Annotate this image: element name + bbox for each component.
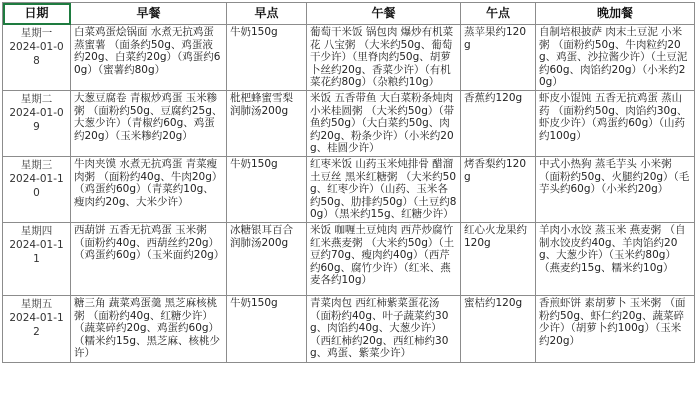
table-row: [3, 295, 695, 362]
lunch-cell[interactable]: 葡萄干米饭 锅包肉 爆炒有机菜花 八宝粥 （大米约50g、葡萄干少许）（里脊肉约50g、胡萝卜丝约20g、香菜少许）（有机菜花约80g）（杂粮约10g）: [307, 25, 461, 91]
date-label: 2024-01-08: [9, 41, 64, 67]
header-date[interactable]: 日期: [3, 3, 71, 25]
date-label: 2024-01-11: [9, 238, 64, 265]
dinner-cell[interactable]: 羊肉小水饺 蒸玉米 燕麦粥 （自制水饺皮约40g、羊肉馅约20g、大葱少许）（玉米约80g）（燕麦约15g、糯米约10g）: [536, 222, 695, 295]
morning-snack-cell[interactable]: 枇杷蜂蜜雪梨润肺汤200g: [227, 90, 307, 156]
lunch-cell[interactable]: 米饭 五香带鱼 大白菜粉条炖肉 小米桂圆粥 （大米约50g）（带鱼约50g）（大白菜约50g、肉约20g、粉条少许）（小米约20g、桂圆少许）: [307, 90, 461, 156]
morning-snack-cell[interactable]: 牛奶150g: [227, 25, 307, 91]
weekly-menu-table: [2, 2, 695, 363]
weekday-label: 星期一: [20, 27, 53, 39]
morning-snack-cell[interactable]: 冰糖银耳百合润肺汤200g: [227, 222, 307, 295]
lunch-cell[interactable]: 青菜肉包 西红柿紫菜蛋花汤 （面粉约40g、叶子蔬菜约30g、肉馅约40g、大葱少许）（西红柿约20g、西红柿约30g、鸡蛋、紫菜少许）: [307, 295, 461, 362]
breakfast-cell[interactable]: 西葫饼 五香无抗鸡蛋 玉米粥 （面粉约40g、西葫丝约20g）（鸡蛋约60g）（玉米面约20g）: [71, 222, 227, 295]
afternoon-snack-cell[interactable]: 蒸苹果约120g: [461, 25, 536, 91]
date-label: 2024-01-10: [9, 172, 64, 199]
lunch-cell[interactable]: 红枣米饭 山药玉米炖排骨 醋溜土豆丝 黑米红糖粥 （大米约50g、红枣少许）（山药、玉米各约50g、肋排约50g）（土豆约80g）（黑米约15g、红糖少许）: [307, 156, 461, 222]
header-breakfast[interactable]: 早餐: [71, 3, 227, 25]
dinner-cell[interactable]: 中式小热狗 蒸毛芋头 小米粥 （面粉约50g、火腿约20g）（毛芋头约60g）（小米约20g）: [536, 156, 695, 222]
morning-snack-cell[interactable]: 牛奶150g: [227, 156, 307, 222]
dinner-cell[interactable]: 香煎虾饼 素胡萝卜 玉米粥 （面粉约50g、虾仁约20g、蔬菜碎少许）（胡萝卜约100g）（玉米约20g）: [536, 295, 695, 362]
dinner-cell[interactable]: 自制培根披萨 肉末土豆泥 小米粥 （面粉约50g、牛肉粒约20g、鸡蛋、沙拉酱少许）（土豆泥约60g、肉馅约20g）（小米约20g）: [536, 25, 695, 91]
table-row: [3, 222, 695, 295]
dinner-cell[interactable]: 虾皮小馄饨 五香无抗鸡蛋 蒸山药 （面粉约50g、肉馅约30g、虾皮少许）（鸡蛋约60g）（山药约100g）: [536, 90, 695, 156]
weekday-label: 星期四: [20, 224, 53, 237]
afternoon-snack-cell[interactable]: 红心火龙果约120g: [461, 222, 536, 295]
header-afternoon-snack[interactable]: 午点: [461, 3, 536, 25]
header-lunch[interactable]: 午餐: [307, 3, 461, 25]
date-cell[interactable]: [3, 90, 71, 156]
header-row: [3, 3, 695, 25]
breakfast-cell[interactable]: 大葱豆腐卷 青椒炒鸡蛋 玉米糁粥 （面粉约50g、豆腐约25g、大葱少许）（青椒约60g、鸡蛋约20g）（玉米糁约20g）: [71, 90, 227, 156]
table-row: [3, 90, 695, 156]
table-row: [3, 25, 695, 91]
afternoon-snack-cell[interactable]: 烤香梨约120g: [461, 156, 536, 222]
date-cell[interactable]: [3, 295, 71, 362]
breakfast-cell[interactable]: 白菜鸡蛋烩锅面 水煮无抗鸡蛋 蒸蜜薯 （面条约50g、鸡蛋液约20g、白菜约20g）（鸡蛋约60g）（蜜薯约80g）: [71, 25, 227, 91]
weekday-label: 星期五: [20, 297, 53, 310]
afternoon-snack-cell[interactable]: 香蕉约120g: [461, 90, 536, 156]
date-cell[interactable]: [3, 222, 71, 295]
date-cell[interactable]: [3, 156, 71, 222]
lunch-cell[interactable]: 米饭 咖喱土豆炖肉 西芹炒腐竹 红米燕麦粥 （大米约50g）（土豆约70g、瘦肉约40g）（西芹约60g、腐竹少许）（红米、燕麦各约10g）: [307, 222, 461, 295]
date-label: 2024-01-12: [9, 311, 64, 338]
date-cell[interactable]: [3, 25, 71, 91]
breakfast-cell[interactable]: 糖三角 蔬菜鸡蛋羹 黑芝麻核桃粥 （面粉约40g、红糖少许）（蔬菜碎约20g、鸡蛋约60g）（糯米约15g、黑芝麻、核桃少许）: [71, 295, 227, 362]
afternoon-snack-cell[interactable]: 蜜桔约120g: [461, 295, 536, 362]
morning-snack-cell[interactable]: 牛奶150g: [227, 295, 307, 362]
table-row: [3, 156, 695, 222]
header-morning-snack[interactable]: 早点: [227, 3, 307, 25]
breakfast-cell[interactable]: 牛肉夹馍 水煮无抗鸡蛋 青菜瘦肉粥 （面粉约40g、牛肉20g）（鸡蛋约60g）（青菜约10g、瘦肉约20g、大米少许）: [71, 156, 227, 222]
weekday-label: 星期三: [20, 158, 53, 171]
date-label: 2024-01-09: [9, 106, 64, 133]
header-dinner[interactable]: 晚加餐: [536, 3, 695, 25]
weekday-label: 星期二: [20, 92, 53, 105]
